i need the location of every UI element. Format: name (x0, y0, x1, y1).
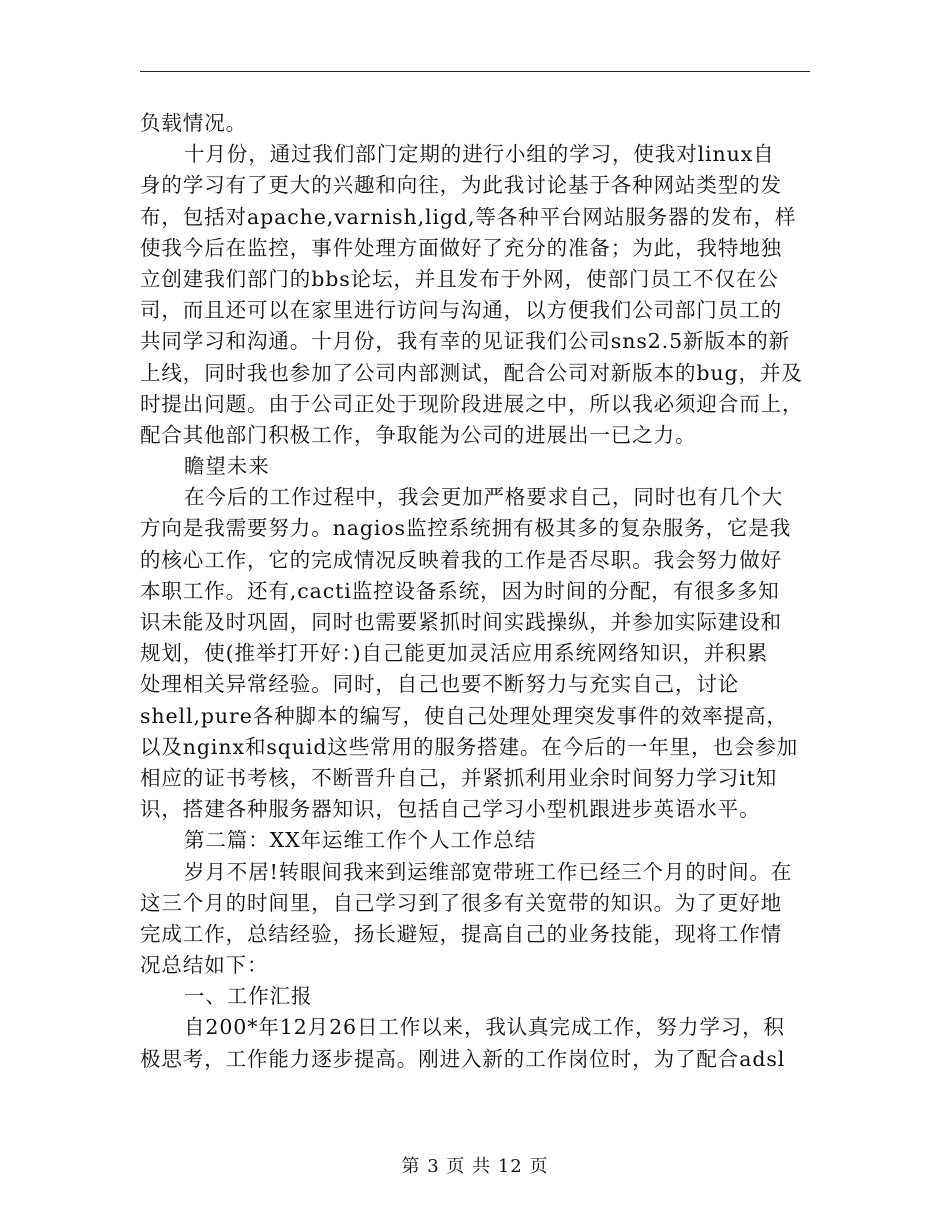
page-footer: 第 3 页 共 12 页 (401, 1156, 549, 1177)
text-line: 布，包括对apache,varnish,ligd,等各种平台网站服务器的发布，样 (140, 204, 797, 229)
text-line: 在今后的工作过程中，我会更加严格要求自己，同时也有几个大 (184, 485, 784, 510)
section-heading: 瞻望未来 (184, 454, 270, 479)
text-line: 岁月不居!转眼间我来到运维部宽带班工作已经三个月的时间。在 (184, 859, 793, 884)
text-line: 自200*年12月26日工作以来，我认真完成工作，努力学习，积 (184, 1015, 785, 1040)
text-line: 完成工作，总结经验，扬长避短，提高自己的业务技能，现将工作情 (140, 921, 782, 946)
text-line: 立创建我们部门的bbs论坛，并且发布于外网，使部门员工不仅在公 (140, 266, 779, 291)
text-line: 司，而且还可以在家里进行访问与沟通，以方便我们公司部门员工的 (140, 298, 782, 323)
text-line: 规划，使(推举打开好：)自己能更加灵活应用系统网络知识，并积累 (140, 641, 769, 666)
section-heading: 一、工作汇报 (184, 984, 313, 1009)
text-line: 这三个月的时间里，自己学习到了很多有关宽带的知识。为了更好地 (140, 890, 782, 915)
text-line: 识未能及时巩固，同时也需要紧抓时间实践操纵，并参加实际建设和 (140, 610, 782, 634)
text-line: 配合其他部门积极工作，争取能为公司的进展出一已之力。 (140, 422, 697, 447)
header-rule (140, 71, 810, 72)
text-line: 负载情况。 (140, 111, 247, 135)
text-line: 上线，同时我也参加了公司内部测试，配合公司对新版本的bug，并及 (140, 360, 803, 385)
text-line: 识，搭建各种服务器知识，包括自己学习小型机跟进步英语水平。 (140, 797, 761, 822)
text-line: 身的学习有了更大的兴趣和向往，为此我讨论基于各种网站类型的发 (140, 173, 782, 198)
text-line: 使我今后在监控，事件处理方面做好了充分的准备；为此，我特地独 (140, 235, 782, 260)
text-line: 极思考，工作能力逐步提高。刚进入新的工作岗位时，为了配合adsl (140, 1046, 786, 1071)
text-line: 时提出问题。由于公司正处于现阶段进展之中，所以我必须迎合而上， (140, 391, 804, 416)
text-line: 十月份，通过我们部门定期的进行小组的学习，使我对linux自 (184, 142, 775, 167)
text-line: 况总结如下： (140, 953, 269, 978)
text-line: 的核心工作，它的完成情况反映着我的工作是否尽职。我会努力做好 (140, 547, 782, 572)
text-line: 以及nginx和squid这些常用的服务搭建。在今后的一年里，也会参加 (140, 734, 799, 759)
text-line: 相应的证书考核，不断晋升自己，并紧抓利用业余时间努力学习it知 (140, 765, 778, 790)
text-line: 本职工作。还有,cacti监控设备系统，因为时间的分配，有很多多知 (140, 578, 780, 603)
text-line: 处理相关异常经验。同时，自己也要不断努力与充实自己，讨论 (140, 672, 740, 697)
text-line: 共同学习和沟通。十月份，我有幸的见证我们公司sns2.5新版本的新 (140, 329, 791, 354)
document-body (140, 108, 812, 1075)
text-line: 方向是我需要努力。nagios监控系统拥有极其多的复杂服务，它是我 (140, 516, 792, 541)
text-line: shell,pure各种脚本的编写，使自己处理处理突发事件的效率提高， (140, 703, 788, 728)
section-heading: 第二篇：XX年运维工作个人工作总结 (184, 828, 536, 853)
